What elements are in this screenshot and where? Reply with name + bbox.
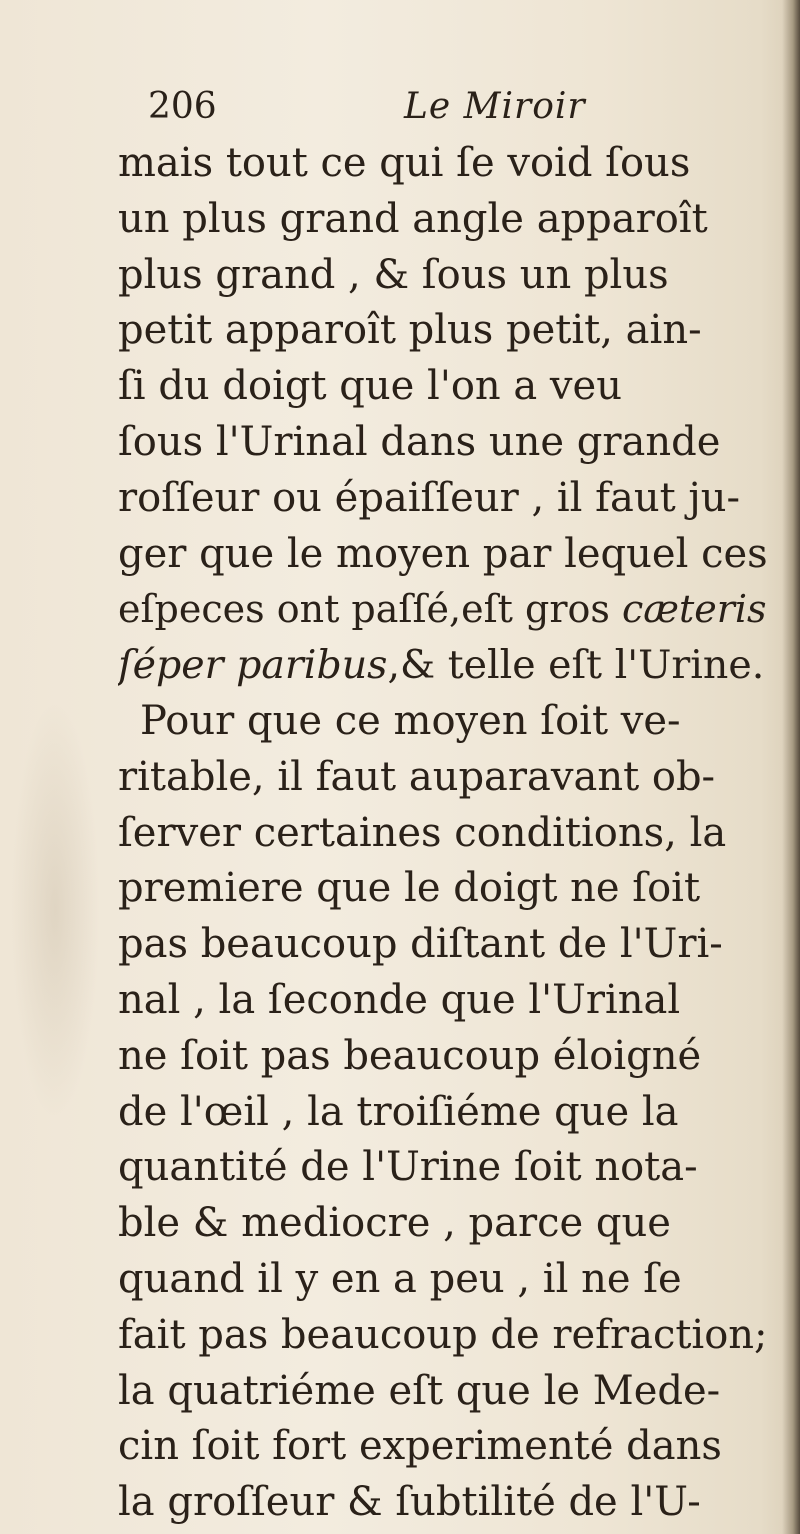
text-segment: ſi du doigt que l'on a veu bbox=[118, 363, 622, 410]
text-segment: petit apparoît plus petit, ain- bbox=[118, 307, 702, 354]
text-segment: Pour que ce moyen ſoit ve- bbox=[140, 697, 681, 744]
text-line bbox=[118, 303, 768, 359]
text-segment: cin ſoit fort experimenté dans bbox=[118, 1423, 722, 1470]
text-line bbox=[118, 806, 768, 862]
text-segment: roſſeur ou épaiſſeur , il faut ju- bbox=[118, 474, 741, 521]
page-gutter-shadow bbox=[782, 0, 800, 1534]
text-line bbox=[118, 1196, 768, 1252]
text-segment: ſerver certaines conditions, la bbox=[118, 809, 727, 856]
text-segment: ſous l'Urinal dans une grande bbox=[118, 418, 721, 465]
text-segment: premiere que le doigt ne ſoit bbox=[118, 865, 701, 912]
text-line bbox=[118, 1140, 768, 1196]
text-segment: mais tout ce qui ſe void ſous bbox=[118, 140, 691, 186]
text-line bbox=[118, 638, 768, 694]
text-line bbox=[118, 1308, 768, 1364]
bleed-through-shadow bbox=[10, 700, 100, 1120]
text-segment: un plus grand angle apparoît bbox=[118, 195, 708, 242]
body-text bbox=[118, 136, 768, 1531]
text-segment: ne ſoit pas beaucoup éloigné bbox=[118, 1032, 702, 1079]
text-line bbox=[118, 359, 768, 415]
text-line bbox=[118, 1364, 768, 1420]
text-segment: quand il y en a peu , il ne ſe bbox=[118, 1255, 682, 1302]
text-line bbox=[118, 1475, 768, 1531]
text-line bbox=[118, 527, 768, 583]
text-segment: la groſſeur & ſubtilité de l'U- bbox=[118, 1479, 701, 1526]
text-segment: ritable, il faut auparavant ob- bbox=[118, 753, 716, 800]
text-line bbox=[118, 694, 768, 750]
text-segment: quantité de l'Urine ſoit nota- bbox=[118, 1144, 698, 1191]
text-segment: pas beaucoup diſtant de l'Uri- bbox=[118, 921, 723, 968]
text-line bbox=[118, 750, 768, 806]
text-line bbox=[118, 1029, 768, 1085]
italic-text: cæteris bbox=[621, 587, 767, 632]
running-title: Le Miroir bbox=[404, 86, 586, 127]
text-line bbox=[118, 1252, 768, 1308]
text-line bbox=[118, 1419, 768, 1475]
text-line bbox=[118, 973, 768, 1029]
text-segment: eſpeces ont paſſé,eſt gros bbox=[118, 587, 622, 632]
text-line bbox=[118, 248, 768, 304]
text-line bbox=[118, 582, 768, 638]
text-segment: de l'œil , la troiſiéme que la bbox=[118, 1088, 679, 1135]
text-line bbox=[118, 136, 768, 192]
text-segment: plus grand , & ſous un plus bbox=[118, 251, 669, 298]
text-segment: ,& telle eſt l'Urine. bbox=[387, 642, 765, 689]
text-segment: fait pas beaucoup de refraction; bbox=[118, 1311, 768, 1358]
text-line bbox=[118, 917, 768, 973]
text-line bbox=[118, 471, 768, 527]
text-segment: ger que le moyen par lequel ces bbox=[118, 530, 768, 577]
text-line bbox=[118, 861, 768, 917]
text-line bbox=[118, 415, 768, 471]
text-line bbox=[118, 1085, 768, 1141]
text-segment: ble & mediocre , parce que bbox=[118, 1200, 671, 1247]
italic-text: ſéper paribus bbox=[118, 642, 388, 689]
text-segment: nal , la ſeconde que l'Urinal bbox=[118, 976, 681, 1023]
text-segment: la quatriéme eſt que le Mede- bbox=[118, 1367, 721, 1414]
page-number: 206 bbox=[148, 86, 217, 127]
page-header bbox=[148, 84, 768, 130]
text-line bbox=[118, 192, 768, 248]
